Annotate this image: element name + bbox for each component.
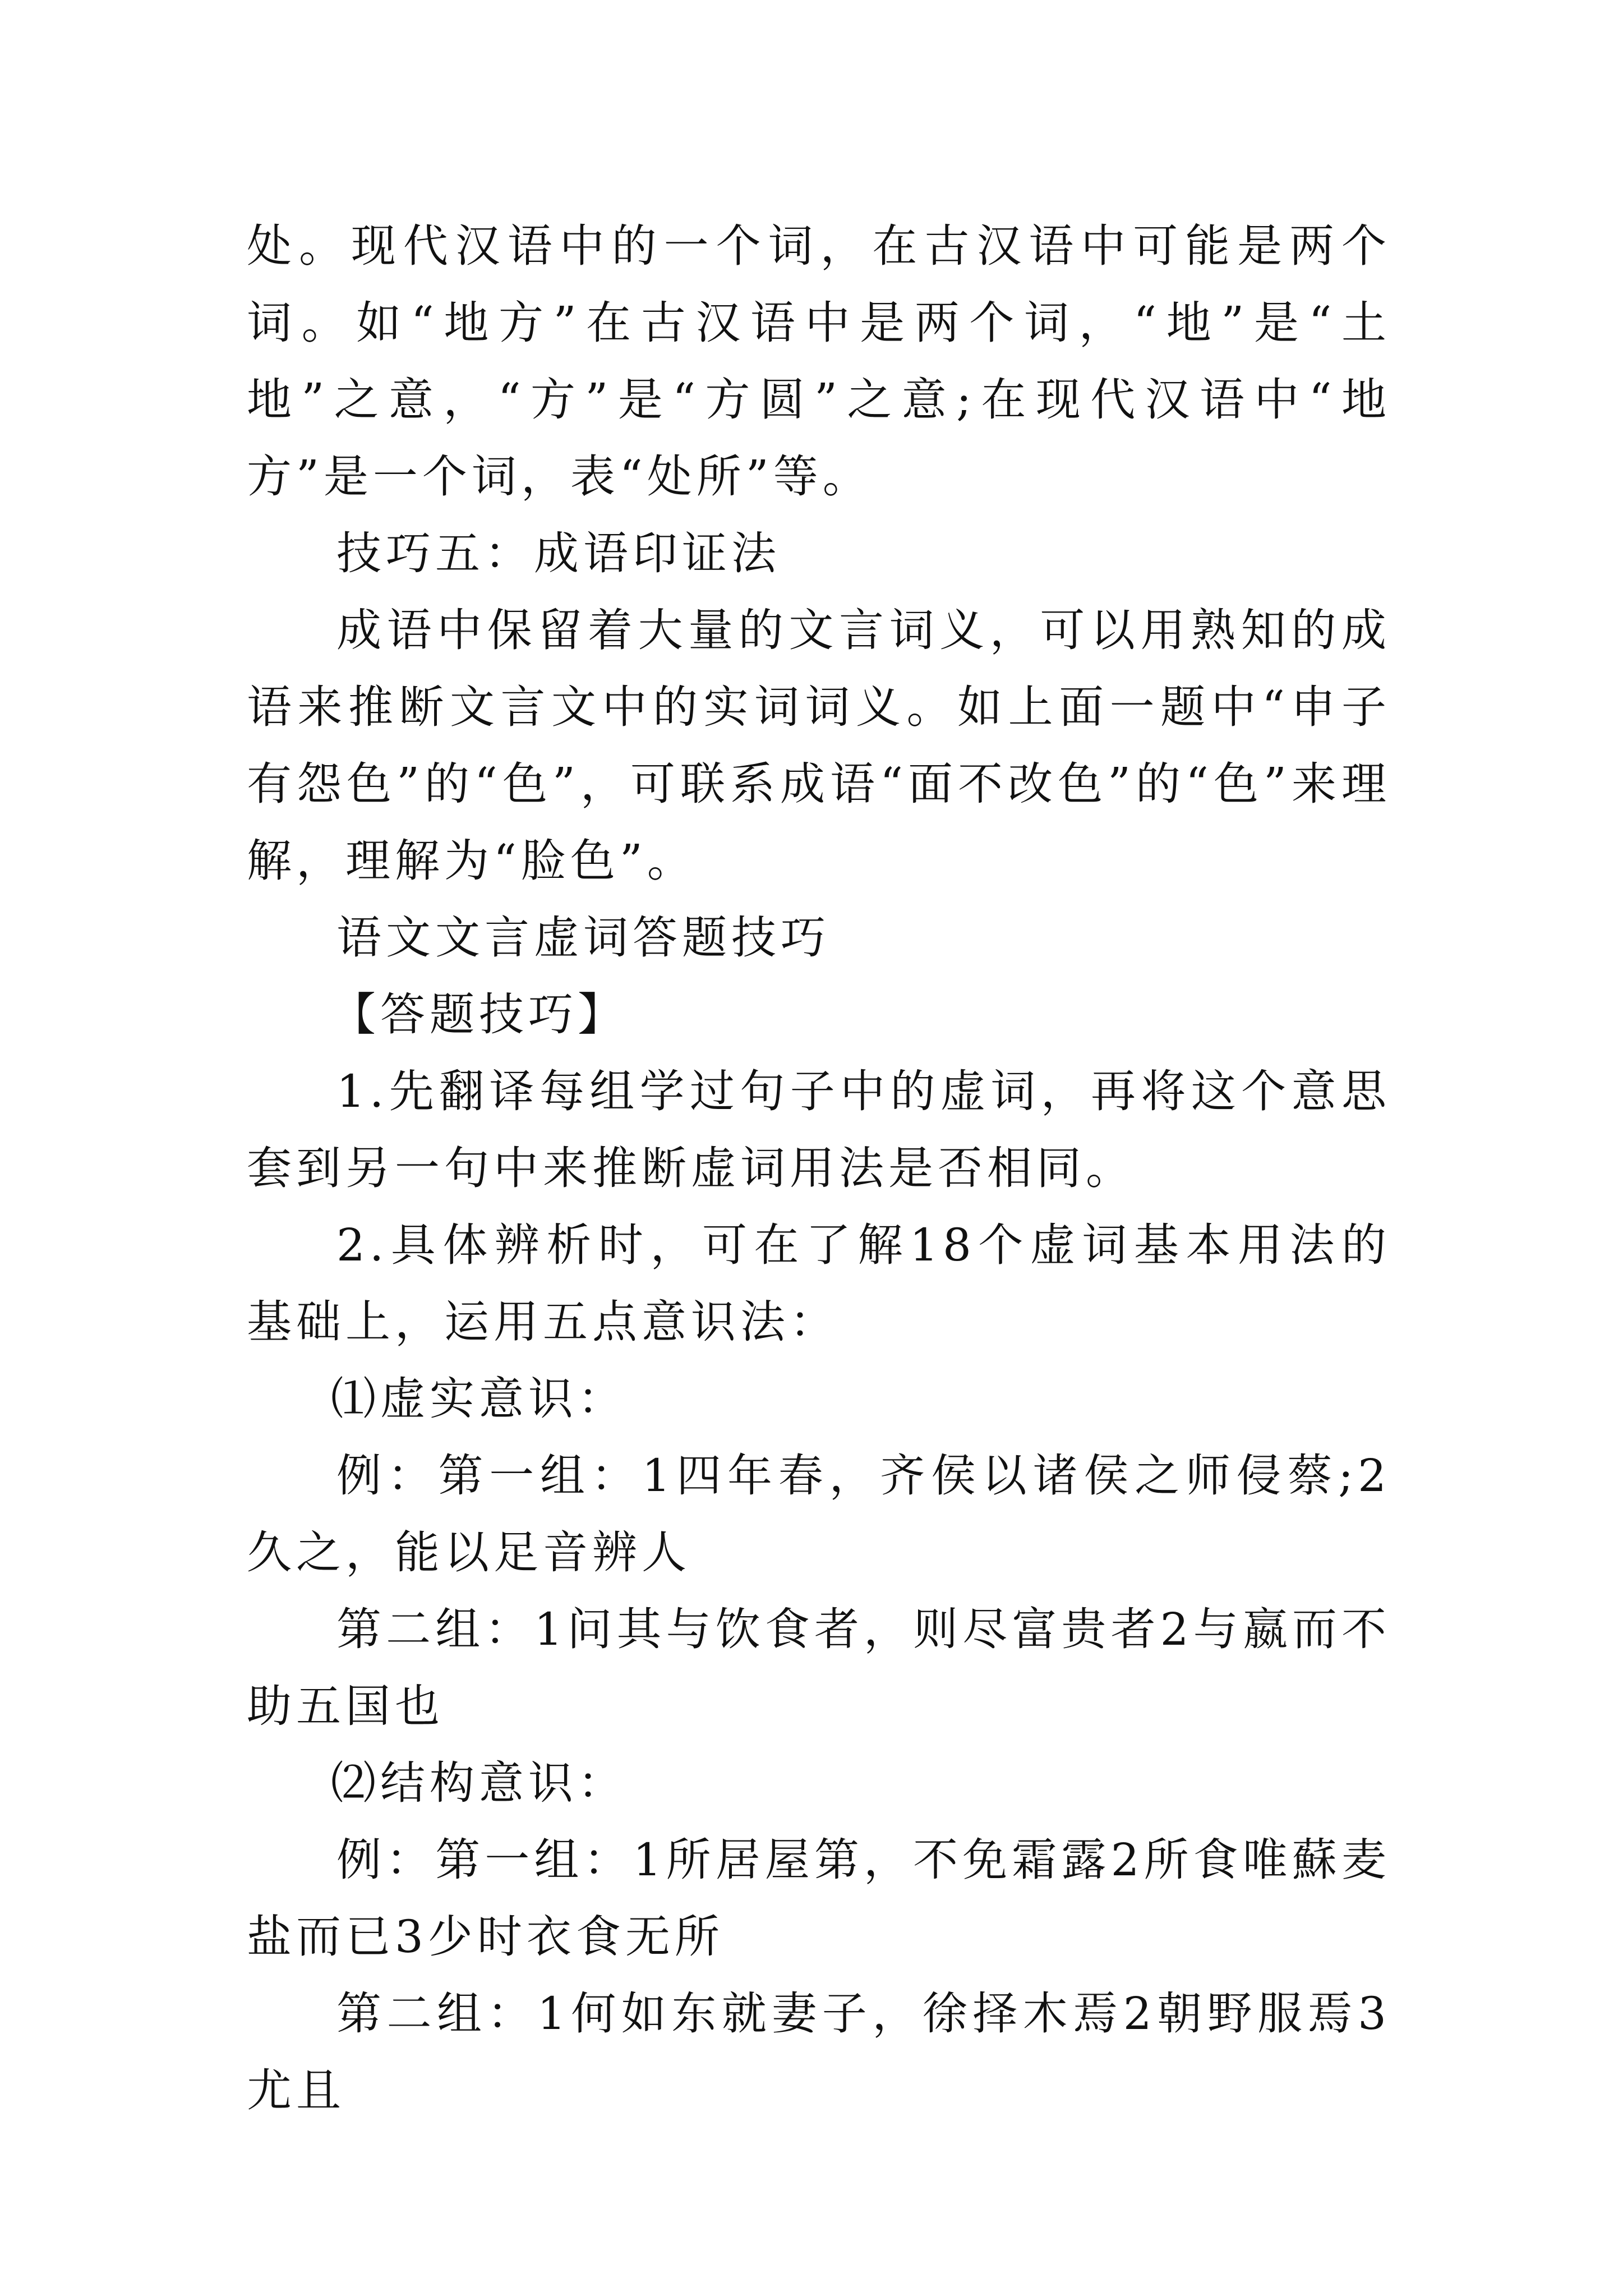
list-item-2: 2.具体辨析时，可在了解18个虚词基本用法的基础上，运用五点意识法：	[247, 1219, 1391, 1348]
subitem-heading-2: ⑵结构意识：	[331, 1757, 627, 1809]
example-group-2a: 第二组：1问其与饮食者，则尽富贵者2与嬴而不助五国也	[247, 1603, 1391, 1732]
example-group-1b: 例：第一组：1所居屋第，不免霜露2所食唯蘇麦盐而已3少时衣食无所	[247, 1834, 1391, 1963]
paragraph-continuation: 处。现代汉语中的一个词，在古汉语中可能是两个词。如“地方”在古汉语中是两个词，“地”是“土地”之意，“方”是“方圆”之意;在现代汉语中“地方”是一个词，表“处所”等。	[247, 220, 1391, 503]
subitem-heading-1: ⑴虚实意识：	[331, 1373, 627, 1425]
paragraph-idiom-method: 成语中保留着大量的文言词义，可以用熟知的成语来推断文言文中的实词词义。如上面一题中“申子有怨色”的“色”，可联系成语“面不改色”的“色”来理解，理解为“脸色”。	[247, 604, 1391, 887]
example-group-1a: 例：第一组：1四年春，齐侯以诸侯之师侵蔡;2久之，能以足音辨人	[247, 1450, 1391, 1579]
example-group-2b: 第二组：1何如东就妻子，徐择木焉2朝野服焉3尤且	[247, 1987, 1391, 2116]
list-item-1: 1.先翻译每组学过句子中的虚词，再将这个意思套到另一句中来推断虚词用法是否相同。	[247, 1065, 1391, 1194]
document-body	[247, 208, 1391, 2129]
section-heading-technique-five: 技巧五：成语印证法	[336, 527, 781, 579]
section-heading-function-words: 语文文言虚词答题技巧	[336, 912, 830, 964]
subheading-answer-techniques: 【答题技巧】	[331, 988, 627, 1041]
